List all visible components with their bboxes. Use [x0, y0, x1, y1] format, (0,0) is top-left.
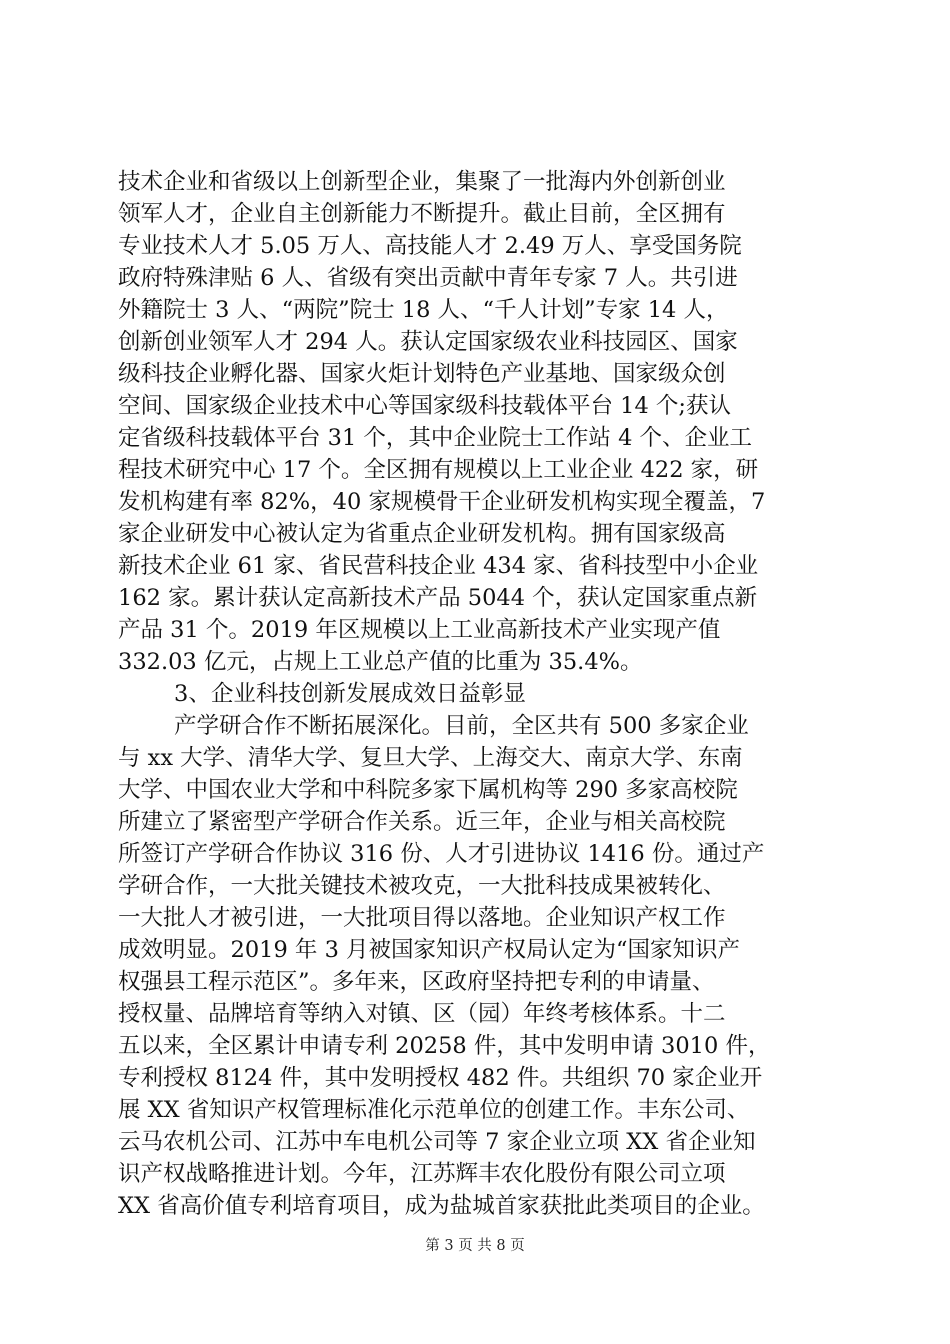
text-line: 定省级科技载体平台 31 个，其中企业院士工作站 4 个、企业工 — [118, 425, 753, 451]
page-footer: 第 3 页 共 8 页 — [425, 1238, 525, 1254]
text-line: 专利授权 8124 件，其中发明授权 482 件。共组织 70 家企业开 — [118, 1065, 763, 1091]
text-line: 空间、国家级企业技术中心等国家级科技载体平台 14 个;获认 — [118, 393, 732, 419]
text-line: 发机构建有率 82%，40 家规模骨干企业研发机构实现全覆盖，7 — [118, 489, 766, 515]
text-line: 产学研合作不断拓展深化。目前，全区共有 500 多家企业 — [174, 713, 749, 739]
text-line: 新技术企业 61 家、省民营科技企业 434 家、省科技型中小企业 — [118, 553, 759, 579]
body-text — [118, 166, 838, 1222]
text-line: 一大批人才被引进，一大批项目得以落地。企业知识产权工作 — [118, 905, 726, 931]
text-line: 专业技术人才 5.05 万人、高技能人才 2.49 万人、享受国务院 — [118, 233, 742, 259]
text-line: 332.03 亿元，占规上工业总产值的比重为 35.4%。 — [118, 649, 643, 675]
text-line: 家企业研发中心被认定为省重点企业研发机构。拥有国家级高 — [118, 521, 726, 547]
text-line: 创新创业领军人才 294 人。获认定国家级农业科技园区、国家 — [118, 329, 738, 355]
text-line: 外籍院士 3 人、“两院”院士 18 人、“千人计划”专家 14 人， — [118, 297, 729, 323]
section-heading: 3、企业科技创新发展成效日益彰显 — [174, 681, 526, 707]
text-line: 所签订产学研合作协议 316 份、人才引进协议 1416 份。通过产 — [118, 841, 765, 867]
text-line: 授权量、品牌培育等纳入对镇、区（园）年终考核体系。十二 — [118, 1001, 726, 1027]
text-line: 与 xx 大学、清华大学、复旦大学、上海交大、南京大学、东南 — [118, 745, 743, 771]
text-line: 政府特殊津贴 6 人、省级有突出贡献中青年专家 7 人。共引进 — [118, 265, 738, 291]
text-line: 云马农机公司、江苏中车电机公司等 7 家企业立项 XX 省企业知 — [118, 1129, 756, 1155]
text-line: 技术企业和省级以上创新型企业，集聚了一批海内外创新创业 — [118, 169, 726, 195]
text-line: 大学、中国农业大学和中科院多家下属机构等 290 多家高校院 — [118, 777, 738, 803]
text-line: 识产权战略推进计划。今年，江苏辉丰农化股份有限公司立项 — [118, 1161, 726, 1187]
text-line: 程技术研究中心 17 个。全区拥有规模以上工业企业 422 家，研 — [118, 457, 759, 483]
text-line: 成效明显。2019 年 3 月被国家知识产权局认定为“国家知识产 — [118, 937, 741, 963]
text-line: 162 家。累计获认定高新技术产品 5044 个，获认定国家重点新 — [118, 585, 758, 611]
text-line: 五以来，全区累计申请专利 20258 件，其中发明申请 3010 件， — [118, 1033, 771, 1059]
text-line: 级科技企业孵化器、国家火炬计划特色产业基地、国家级众创 — [118, 361, 726, 387]
text-line: 领军人才，企业自主创新能力不断提升。截止目前，全区拥有 — [118, 201, 726, 227]
text-line: 学研合作，一大批关键技术被攻克，一大批科技成果被转化、 — [118, 873, 726, 899]
text-line: 所建立了紧密型产学研合作关系。近三年，企业与相关高校院 — [118, 809, 726, 835]
text-line: 展 XX 省知识产权管理标准化示范单位的创建工作。丰东公司、 — [118, 1097, 750, 1123]
text-line: 权强县工程示范区”。多年来，区政府坚持把专利的申请量、 — [118, 969, 715, 995]
text-line: XX 省高价值专利培育项目，成为盐城首家获批此类项目的企业。 — [118, 1193, 765, 1219]
text-line: 产品 31 个。2019 年区规模以上工业高新技术产业实现产值 — [118, 617, 721, 643]
